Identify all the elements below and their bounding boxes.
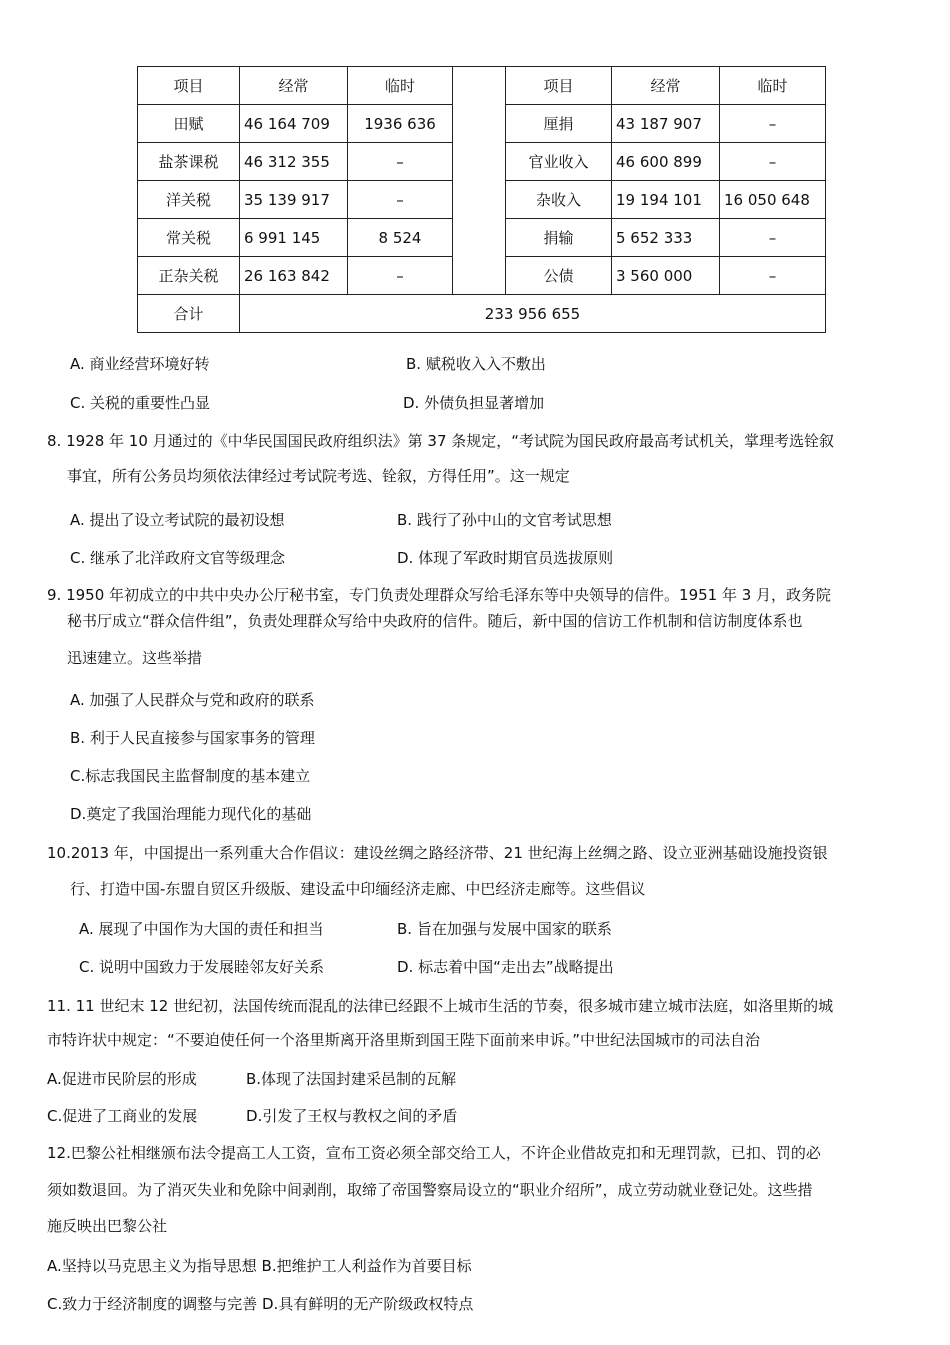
q12-stem-line1: 12.巴黎公社相继颁布法令提高工人工资，宣布工资必须全部交给工人，不许企业借故克扣和无理罚款，已扣、罚的必 <box>47 1144 821 1162</box>
q11-option-b[interactable]: B.体现了法国封建采邑制的瓦解 <box>246 1070 457 1088</box>
q9-stem-line3: 迅速建立。这些举措 <box>67 649 203 667</box>
q12-options-cd[interactable]: C.致力于经济制度的调整与完善 D.具有鲜明的无产阶级政权特点 <box>47 1295 474 1313</box>
q10-stem-line1: 10.2013 年，中国提出一系列重大合作倡议：建设丝绸之路经济带、21 世纪海上丝绸之路、设立亚洲基础设施投资银 <box>47 844 828 862</box>
q7-option-a[interactable]: A. 商业经营环境好转 <box>70 355 210 373</box>
cell-temporary: 1936 636 <box>348 105 453 143</box>
cell-regular: 46 600 899 <box>612 143 720 181</box>
cell-regular: 26 163 842 <box>240 257 348 295</box>
cell-temporary: – <box>720 105 826 143</box>
cell-regular: 19 194 101 <box>612 181 720 219</box>
q9-stem-line2: 秘书厅成立“群众信件组”，负责处理群众写给中央政府的信件。随后，新中国的信访工作机制和信访制度体系也 <box>67 612 803 630</box>
q8-stem-line2: 事宜，所有公务员均须依法律经过考试院考选、铨叙，方得任用”。这一规定 <box>67 467 570 485</box>
cell-temporary: 8 524 <box>348 219 453 257</box>
q8-stem-line1: 8. 1928 年 10 月通过的《中华民国国民政府组织法》第 37 条规定，“考试院为国民政府最高考试机关，掌理考选铨叙 <box>47 432 835 450</box>
cell-temporary: – <box>720 257 826 295</box>
q9-option-c[interactable]: C.标志我国民主监督制度的基本建立 <box>70 767 311 785</box>
total-label: 合计 <box>138 295 240 333</box>
cell-item: 正杂关税 <box>138 257 240 295</box>
q8-option-b[interactable]: B. 践行了孙中山的文官考试思想 <box>397 511 612 529</box>
cell-regular: 46 164 709 <box>240 105 348 143</box>
cell-regular: 5 652 333 <box>612 219 720 257</box>
q12-options-ab[interactable]: A.坚持以马克思主义为指导思想 B.把维护工人利益作为首要目标 <box>47 1257 472 1275</box>
q12-stem-line2: 须如数退回。为了消灭失业和免除中间剥削，取缔了帝国警察局设立的“职业介绍所”，成立劳动就业登记处。这些措 <box>47 1181 813 1199</box>
cell-temporary: – <box>720 219 826 257</box>
q10-stem-line2: 行、打造中国-东盟自贸区升级版、建设孟中印缅经济走廊、中巴经济走廊等。这些倡议 <box>70 880 646 898</box>
cell-item: 公债 <box>506 257 612 295</box>
q8-option-c[interactable]: C. 继承了北洋政府文官等级理念 <box>70 549 286 567</box>
header-regular: 经常 <box>240 67 348 105</box>
header-regular: 经常 <box>612 67 720 105</box>
q11-stem-line2: 市特许状中规定：“不要迫使任何一个洛里斯离开洛里斯到国王陛下面前来申诉。”中世纪法国城市的司法自治 <box>47 1031 761 1049</box>
fiscal-revenue-table <box>137 66 826 333</box>
total-value: 233 956 655 <box>240 295 826 333</box>
q9-option-a[interactable]: A. 加强了人民群众与党和政府的联系 <box>70 691 315 709</box>
q11-option-c[interactable]: C.促进了工商业的发展 <box>47 1107 198 1125</box>
cell-temporary: – <box>348 143 453 181</box>
cell-item: 捐输 <box>506 219 612 257</box>
cell-regular: 35 139 917 <box>240 181 348 219</box>
q8-option-a[interactable]: A. 提出了设立考试院的最初设想 <box>70 511 285 529</box>
q12-stem-line3: 施反映出巴黎公社 <box>47 1217 168 1235</box>
cell-item: 洋关税 <box>138 181 240 219</box>
q11-stem-line1: 11. 11 世纪末 12 世纪初，法国传统而混乱的法律已经跟不上城市生活的节奏，很多城市建立城市法庭，如洛里斯的城 <box>47 997 834 1015</box>
q9-stem-line1: 9. 1950 年初成立的中共中央办公厅秘书室，专门负责处理群众写给毛泽东等中央领导的信件。1951 年 3 月，政务院 <box>47 586 832 604</box>
table-header-row <box>138 67 826 105</box>
header-item: 项目 <box>506 67 612 105</box>
cell-item: 盐茶课税 <box>138 143 240 181</box>
cell-item: 厘捐 <box>506 105 612 143</box>
cell-regular: 3 560 000 <box>612 257 720 295</box>
q10-option-b[interactable]: B. 旨在加强与发展中国家的联系 <box>397 920 612 938</box>
cell-temporary: – <box>348 257 453 295</box>
cell-temporary: – <box>720 143 826 181</box>
cell-item: 杂收入 <box>506 181 612 219</box>
q7-option-b[interactable]: B. 赋税收入入不敷出 <box>406 355 546 373</box>
q9-option-b[interactable]: B. 利于人民直接参与国家事务的管理 <box>70 729 315 747</box>
q11-option-d[interactable]: D.引发了王权与教权之间的矛盾 <box>246 1107 458 1125</box>
q8-option-d[interactable]: D. 体现了军政时期官员选拔原则 <box>397 549 614 567</box>
cell-item: 常关税 <box>138 219 240 257</box>
cell-item: 田赋 <box>138 105 240 143</box>
q10-option-c[interactable]: C. 说明中国致力于发展睦邻友好关系 <box>79 958 325 976</box>
header-temporary: 临时 <box>348 67 453 105</box>
table-divider <box>453 67 506 295</box>
header-item: 项目 <box>138 67 240 105</box>
q9-option-d[interactable]: D.奠定了我国治理能力现代化的基础 <box>70 805 312 823</box>
q7-option-c[interactable]: C. 关税的重要性凸显 <box>70 394 211 412</box>
q10-option-a[interactable]: A. 展现了中国作为大国的责任和担当 <box>79 920 324 938</box>
q11-option-a[interactable]: A.促进市民阶层的形成 <box>47 1070 197 1088</box>
cell-regular: 6 991 145 <box>240 219 348 257</box>
cell-temporary: 16 050 648 <box>720 181 826 219</box>
table-total-row <box>138 295 826 333</box>
q10-option-d[interactable]: D. 标志着中国“走出去”战略提出 <box>397 958 614 976</box>
cell-regular: 46 312 355 <box>240 143 348 181</box>
cell-temporary: – <box>348 181 453 219</box>
header-temporary: 临时 <box>720 67 826 105</box>
cell-item: 官业收入 <box>506 143 612 181</box>
q7-option-d[interactable]: D. 外债负担显著增加 <box>403 394 545 412</box>
cell-regular: 43 187 907 <box>612 105 720 143</box>
